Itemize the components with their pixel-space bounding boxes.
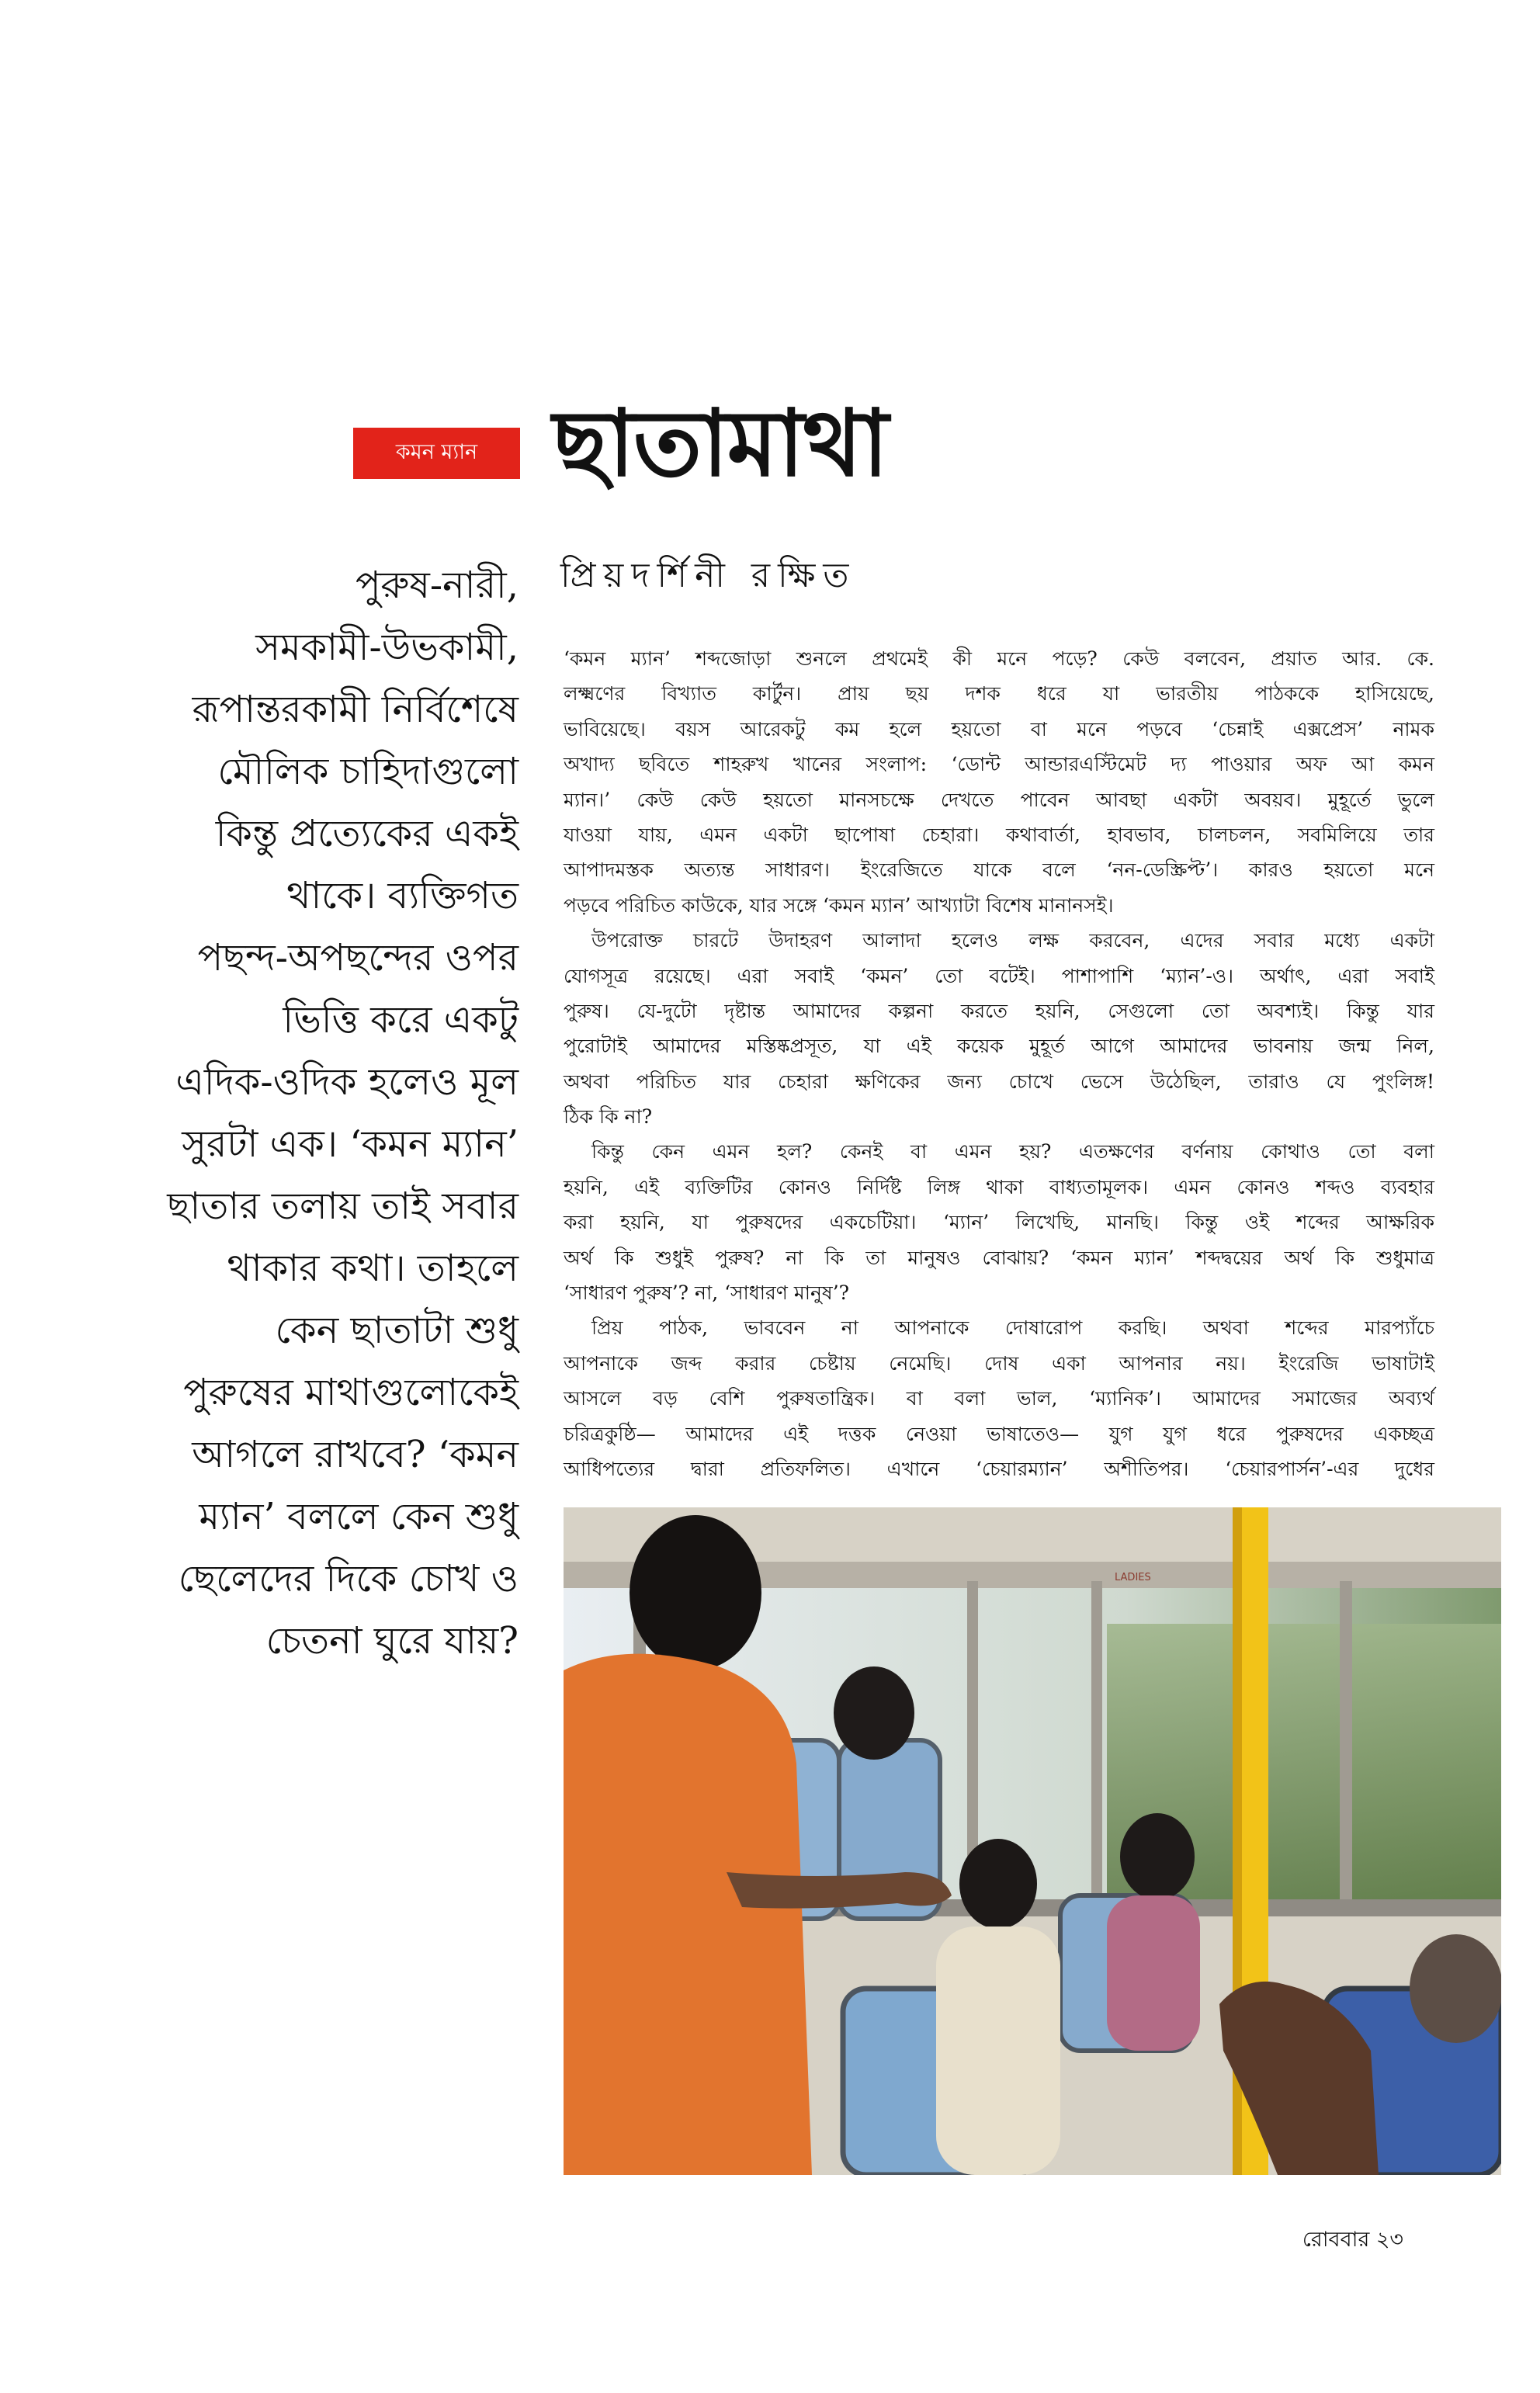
body-line: উপরোক্ত চারটে উদাহরণ আলাদা হলেও লক্ষ করবেন, এদের সবার মধ্যে একটা [591, 929, 1434, 952]
body-line: পুরোটাই আমাদের মস্তিষ্কপ্রসূত, যা এই কয়েক মুহূর্ত আগে আমাদের ভাবনায় জন্ম নিল, [564, 1035, 1434, 1058]
pull-quote-line: পুরুষের মাথাগুলোকেই [183, 1371, 519, 1414]
body-paragraph [564, 641, 1434, 923]
body-line: চরিত্রকুষ্ঠি— আমাদের এই দত্তক নেওয়া ভাষাতেও— যুগ যুগ ধরে পুরুষদের একচ্ছত্র [564, 1422, 1434, 1445]
bus-interior-photo [564, 1507, 1501, 2175]
body-line: করা হয়নি, যা পুরুষদের একচেটিয়া। ‘ম্যান’ লিখেছি, মানছি। কিন্তু ওই শব্দের আক্ষরিক [564, 1211, 1434, 1234]
body-line: যাওয়া যায়, এমন একটা ছাপোষা চেহারা। কথাবার্তা, হাবভাব, চালচলন, সবমিলিয়ে তার [564, 823, 1434, 846]
body-line: আপাদমস্তক অত্যন্ত সাধারণ। ইংরেজিতে যাকে বলে ‘নন-ডেস্ক্রিপ্ট’। কারও হয়তো মনে [564, 858, 1434, 882]
passenger-head [959, 1839, 1037, 1929]
body-line: প্রিয় পাঠক, ভাববেন না আপনাকে দোষারোপ করছি। অথবা শব্দের মারপ্যাঁচে [591, 1316, 1434, 1340]
body-line: অর্থ কি শুধুই পুরুষ? না কি তা মানুষও বোঝায়? ‘কমন ম্যান’ শব্দদ্বয়ের অর্থ কি শুধুমাত্র [564, 1246, 1434, 1269]
article-body [564, 641, 1434, 1486]
body-paragraph [564, 923, 1434, 1134]
window-pillar [1340, 1581, 1352, 1915]
page-folio: রোববার ২৩ [1302, 2228, 1403, 2252]
pull-quote-line: পুরুষ-নারী, [355, 564, 519, 607]
standing-woman-sari [564, 1654, 812, 2175]
body-line: পুরুষ। যে-দুটো দৃষ্টান্ত আমাদের কল্পনা করতে হয়নি, সেগুলো তো অবশ্যই। কিন্তু যার [564, 999, 1434, 1022]
pull-quote-line: সুরটা এক। ‘কমন ম্যান’ [182, 1122, 519, 1166]
pull-quote-line: এদিক-ওদিক হলেও মূল [175, 1060, 519, 1104]
pull-quote-line: আগলে রাখবে? ‘কমন [192, 1433, 519, 1476]
body-line: ‘সাধারণ পুরুষ’? না, ‘সাধারণ মানুষ’? [564, 1281, 850, 1305]
body-line: যোগসূত্র রয়েছে। এরা সবাই ‘কমন’ তো বটেই। পাশাপাশি ‘ম্যান’-ও। অর্থাৎ, এরা সবাই [564, 964, 1434, 987]
pull-quote-line: ছাতার তলায় তাই সবার [167, 1184, 519, 1228]
window-pillar [1091, 1581, 1102, 1907]
article-title: ছাতামাথা [553, 389, 887, 497]
body-line: লক্ষ্মণের বিখ্যাত কার্টুন। প্রায় ছয় দশক ধরে যা ভারতীয় পাঠককে হাসিয়েছে, [564, 682, 1434, 706]
body-line: অখাদ্য ছবিতে শাহরুখ খানের সংলাপ: ‘ডোন্ট আন্ডারএস্টিমেট দ্য পাওয়ার অফ আ কমন [564, 753, 1434, 776]
passenger-body [1107, 1895, 1200, 2051]
body-line: আসলে বড় বেশি পুরুষতান্ত্রিক। বা বলা ভাল, ‘ম্যানিক’। আমাদের সমাজের অব্যর্থ [564, 1387, 1434, 1410]
body-paragraph [564, 1134, 1434, 1310]
body-line: ম্যান।’ কেউ কেউ হয়তো মানসচক্ষে দেখতে পাবেন আবছা একটা অবয়ব। মুহূর্তে ভুলে [564, 788, 1434, 811]
body-line: অথবা পরিচিত যার চেহারা ক্ষণিকের জন্য চোখে ভেসে উঠেছিল, তারাও যে পুংলিঙ্গ! [564, 1070, 1434, 1093]
author-byline: প্রিয়দর্শিনী রক্ষিত [560, 556, 857, 595]
section-badge: কমন ম্যান [353, 428, 520, 479]
body-line: হয়নি, এই ব্যক্তিটির কোনও নির্দিষ্ট লিঙ্গ থাকা বাধ্যতামূলক। এমন কোনও শব্দও ব্যবহার [564, 1175, 1434, 1198]
pull-quote-line: চেতনা ঘুরে যায়? [265, 1619, 519, 1663]
pull-quote-line: থাকার কথা। তাহলে [227, 1247, 519, 1290]
body-line: ভাবিয়েছে। বয়স আরেকটু কম হলে হয়তো বা মনে পড়বে ‘চেন্নাই এক্সপ্রেস’ নামক [564, 717, 1434, 740]
pull-quote-line: রূপান্তরকামী নির্বিশেষে [192, 688, 519, 731]
body-line: ঠিক কি না? [564, 1105, 653, 1129]
pull-quote-line: পছন্দ-অপছন্দের ওপর [197, 936, 519, 980]
pull-quote-line: কিন্তু প্রত্যেকের একই [215, 812, 519, 855]
pull-quote [109, 554, 519, 1672]
pull-quote-line: মৌলিক চাহিদাগুলো [217, 750, 519, 793]
body-line: আধিপত্যের দ্বারা প্রতিফলিত। এখানে ‘চেয়ারম্যান’ অশীতিপর। ‘চেয়ারপার্সন’-এর দুধের [564, 1457, 1434, 1480]
passenger-head [834, 1666, 914, 1760]
body-line: আপনাকে জব্দ করার চেষ্টায় নেমেছি। দোষ একা আপনার নয়। ইংরেজি ভাষাটাই [564, 1351, 1434, 1375]
pull-quote-line: ভিত্তি করে একটু [283, 998, 519, 1042]
standing-woman-head [630, 1515, 761, 1670]
passenger-body [936, 1927, 1060, 2175]
pull-quote-line: ছেলেদের দিকে চোখ ও [178, 1557, 519, 1601]
passenger-head [1120, 1813, 1195, 1900]
pull-quote-line: থাকে। ব্যক্তিগত [286, 874, 519, 917]
passenger-head [1410, 1934, 1501, 2043]
body-line: পড়বে পরিচিত কাউকে, যার সঙ্গে ‘কমন ম্যান’ আখ্যাটা বিশেষ মানানসই। [564, 893, 1114, 917]
body-line: কিন্তু কেন এমন হল? কেনই বা এমন হয়? এতক্ষণের বর্ণনায় কোথাও তো বলা [591, 1140, 1434, 1164]
pull-quote-line: সমকামী-উভকামী, [255, 626, 519, 669]
standing-woman-arm [727, 1872, 952, 1909]
body-paragraph [564, 1310, 1434, 1486]
pull-quote-line: কেন ছাতাটা শুধু [275, 1309, 519, 1352]
ladies-sign: LADIES [1115, 1572, 1151, 1583]
pull-quote-line: ম্যান’ বললে কেন শুধু [199, 1495, 519, 1538]
body-line: ‘কমন ম্যান’ শব্দজোড়া শুনলে প্রথমেই কী মনে পড়ে? কেউ বলবেন, প্রয়াত আর. কে. [564, 647, 1434, 670]
